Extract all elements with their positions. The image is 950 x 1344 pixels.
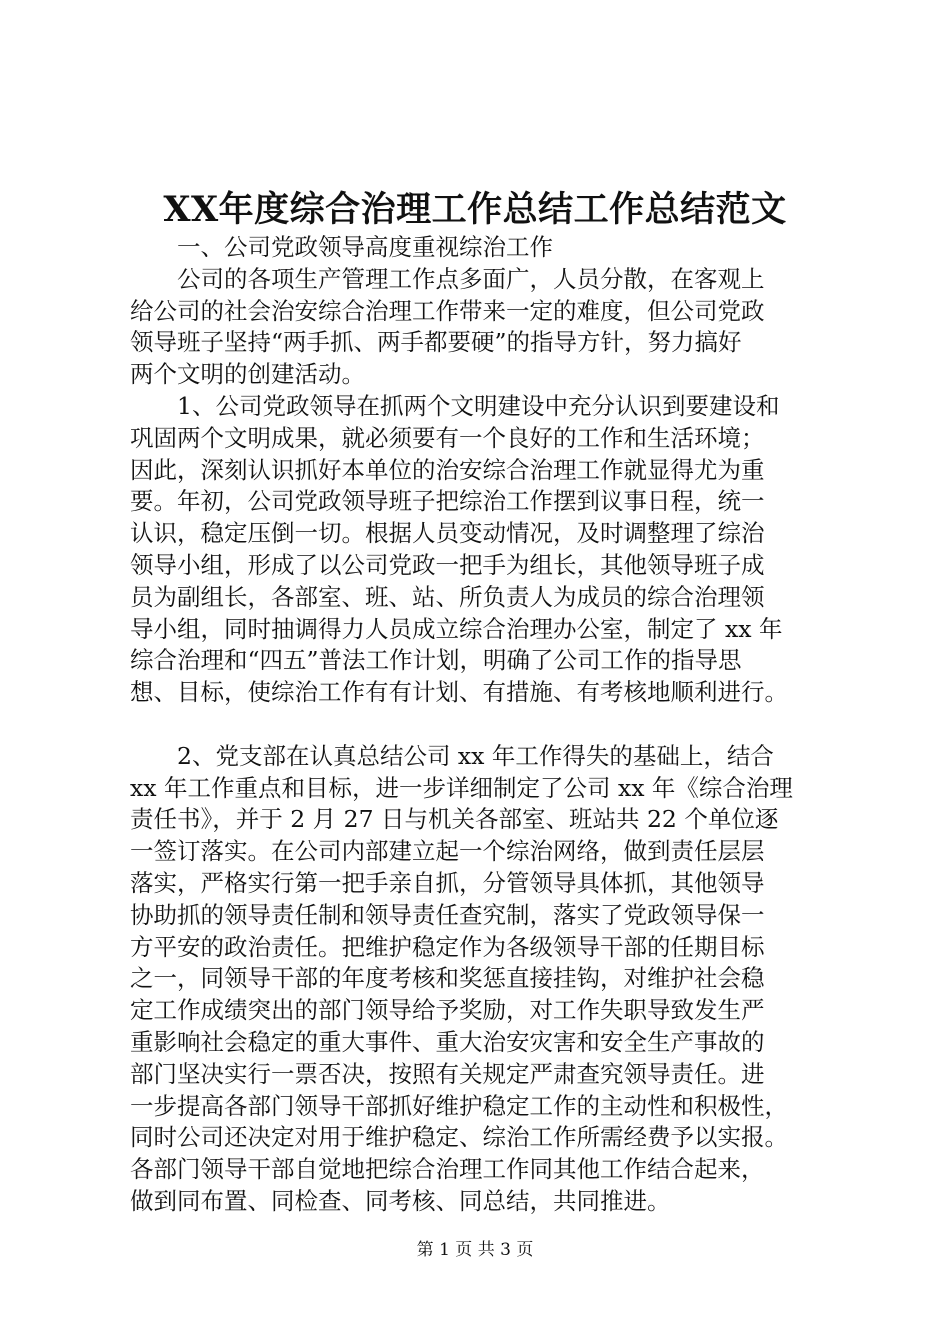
paragraph-line: 1、公司党政领导在抓两个文明建设中充分认识到要建设和 [177, 391, 780, 420]
paragraph-line: 认识，稳定压倒一切。根据人员变动情况，及时调整理了综治 [130, 519, 765, 548]
paragraph-line: 两个文明的创建活动。 [130, 360, 365, 389]
paragraph-line: 之一，同领导干部的年度考核和奖惩直接挂钩，对维护社会稳 [130, 964, 765, 993]
paragraph-line: 想、目标，使综治工作有有计划、有措施、有考核地顺利进行。 [130, 678, 788, 707]
paragraph-line: 导小组，同时抽调得力人员成立综合治理办公室，制定了 xx 年 [130, 614, 783, 643]
paragraph-line: xx 年工作重点和目标，进一步详细制定了公司 xx 年《综合治理 [130, 773, 793, 802]
section-heading: 一、公司党政领导高度重视综治工作 [177, 233, 553, 261]
document-body [130, 232, 835, 1218]
paragraph-line: 公司的各项生产管理工作点多面广，人员分散，在客观上 [177, 264, 765, 293]
paragraph-line: 协助抓的领导责任制和领导责任查究制，落实了党政领导保一 [130, 900, 765, 929]
paragraph-line: 责任书》，并于 2 月 27 日与机关各部室、班站共 22 个单位逐 [130, 805, 779, 834]
paragraph-line: 方平安的政治责任。把维护稳定作为各级领导干部的任期目标 [130, 932, 765, 961]
paragraph-line: 要。年初，公司党政领导班子把综治工作摆到议事日程，统一 [130, 487, 765, 516]
paragraph-line: 2、党支部在认真总结公司 xx 年工作得失的基础上，结合 [177, 741, 774, 770]
paragraph-line: 给公司的社会治安综合治理工作带来一定的难度，但公司党政 [130, 296, 765, 325]
paragraph-line: 员为副组长，各部室、班、站、所负责人为成员的综合治理领 [130, 582, 765, 611]
paragraph-line: 领导班子坚持“两手抓、两手都要硬”的指导方针，努力搞好 [130, 328, 742, 357]
paragraph-gap [130, 709, 835, 741]
paragraph-line: 各部门领导干部自觉地把综合治理工作同其他工作结合起来， [130, 1155, 765, 1184]
paragraph-line: 重影响社会稳定的重大事件、重大治安灾害和安全生产事故的 [130, 1027, 765, 1056]
paragraph-line: 定工作成绩突出的部门领导给予奖励，对工作失职导致发生严 [130, 996, 765, 1025]
paragraph-line: 领导小组，形成了以公司党政一把手为组长，其他领导班子成 [130, 550, 765, 579]
page-footer: 第 1 页 共 3 页 [416, 1240, 534, 1260]
paragraph-line: 巩固两个文明成果，就必须要有一个良好的工作和生活环境； [130, 423, 765, 452]
paragraph-line: 部门坚决实行一票否决，按照有关规定严肃查究领导责任。进 [130, 1059, 765, 1088]
paragraph-line: 综合治理和“四五”普法工作计划，明确了公司工作的指导思 [130, 646, 742, 675]
paragraph-line: 因此，深刻认识抓好本单位的治安综合治理工作就显得尤为重 [130, 455, 765, 484]
paragraph-line: 一步提高各部门领导干部抓好维护稳定工作的主动性和积极性， [130, 1091, 788, 1120]
paragraph-line: 做到同布置、同检查、同考核、同总结，共同推进。 [130, 1186, 671, 1215]
page-title: XX年度综合治理工作总结工作总结范文 [163, 189, 787, 230]
paragraph-line: 落实，严格实行第一把手亲自抓，分管领导具体抓，其他领导 [130, 868, 765, 897]
paragraph-line: 一签订落实。在公司内部建立起一个综治网络，做到责任层层 [130, 837, 765, 866]
paragraph-line: 同时公司还决定对用于维护稳定、综治工作所需经费予以实报。 [130, 1123, 788, 1152]
